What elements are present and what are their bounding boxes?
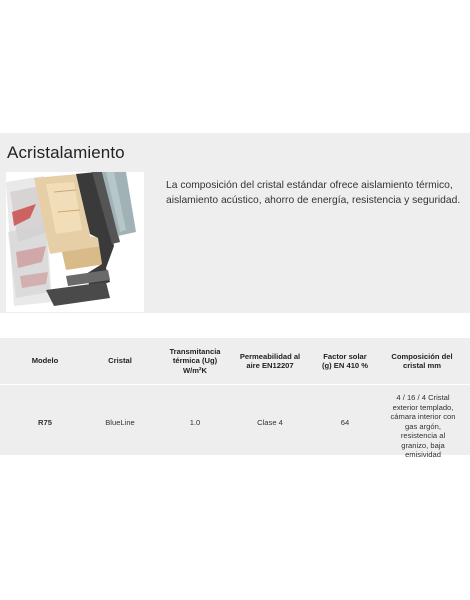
header-transmitancia: Transmitancia térmica (Ug) W/m²K <box>169 346 221 375</box>
cell-cristal: BlueLine <box>105 418 135 427</box>
section-title: Acristalamiento <box>7 143 125 162</box>
cell-composicion: 4 / 16 / 4 Cristal exterior templado, cámara interior con gas argón, resistencia al granizo, baja emisividad <box>390 393 456 459</box>
header-permeabilidad: Permeabilidad al aire EN12207 <box>239 351 301 370</box>
table-row <box>0 385 470 459</box>
specs-table <box>0 338 470 459</box>
cell-permeabilidad: Clase 4 <box>257 418 283 427</box>
cell-modelo: R75 <box>38 418 52 427</box>
window-profile-illustration <box>6 172 144 312</box>
header-modelo: Modelo <box>31 356 59 366</box>
header-cristal: Cristal <box>108 356 132 366</box>
table-header-row <box>0 338 470 385</box>
header-composicion: Composición del cristal mm <box>391 351 453 370</box>
cell-factor-solar: 64 <box>340 418 350 427</box>
cell-transmitancia: 1.0 <box>189 418 201 427</box>
glazing-cross-section-image <box>6 172 144 312</box>
section-description: La composición del cristal estándar ofrece aislamiento térmico, aislamiento acústico, ahorro de energía, resistencia y seguridad. <box>166 180 461 206</box>
header-factor-solar: Factor solar (g) EN 410 % <box>322 351 368 370</box>
